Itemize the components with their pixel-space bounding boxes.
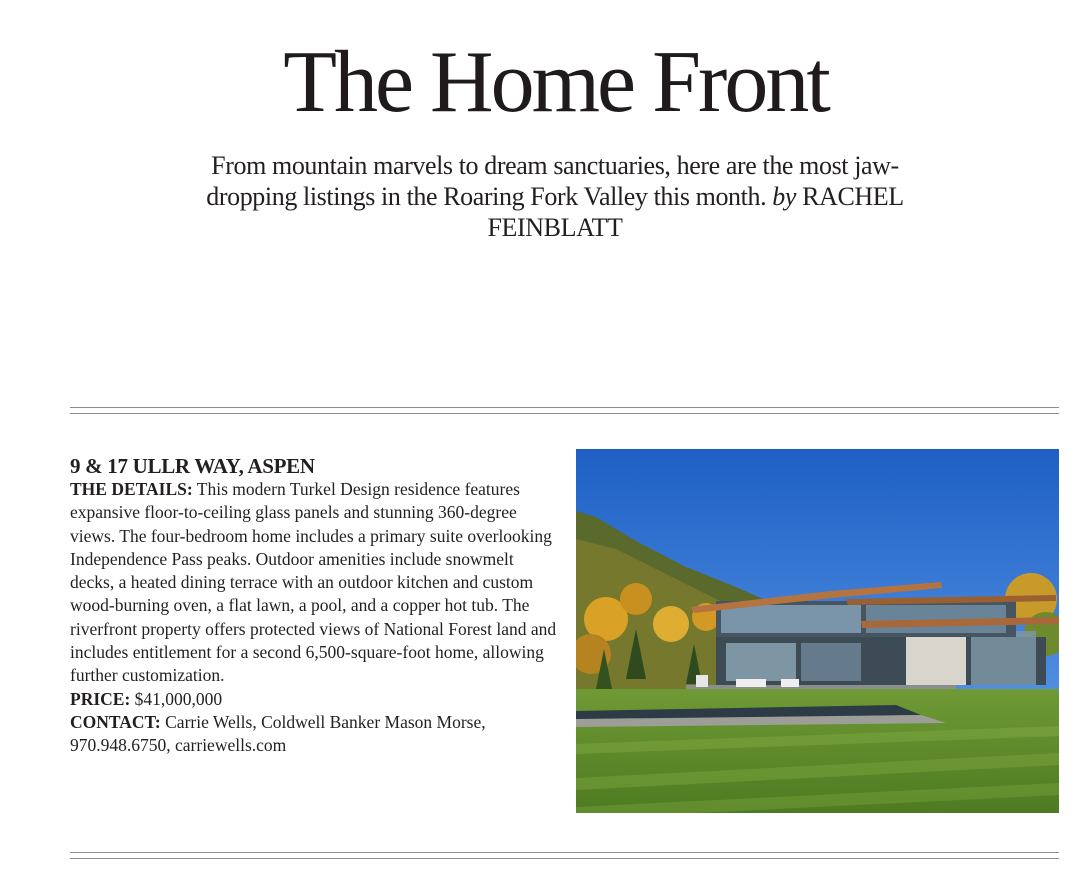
page-title: The Home Front bbox=[283, 34, 828, 131]
listing-photo bbox=[576, 449, 1059, 813]
byline-prefix: by bbox=[772, 182, 797, 211]
price-value: $41,000,000 bbox=[134, 688, 223, 709]
author-name: RACHEL FEINBLATT bbox=[487, 182, 904, 242]
house-photo-illustration bbox=[576, 449, 1059, 813]
price-line bbox=[70, 688, 560, 711]
details-text: This modern Turkel Design residence features expansive floor-to-ceiling glass panels and stunning 360-degree views. The four-bedroom home includes a primary suite overlooking Independence Pass peaks. Outdoor amenities include snowmelt decks, a heated dining terrace with an outdoor kitchen and custom wood-burning oven, a flat lawn, a pool, and a copper hot tub. The riverfront property offers protected views of National Forest land and includes entitlement for a second 6,500-square-foot home, allowing further customization. bbox=[70, 479, 557, 686]
article-dek bbox=[200, 150, 910, 243]
dek-text: From mountain marvels to dream sanctuaries, here are the most jaw-dropping listings in the Roaring Fork Valley this month. bbox=[206, 151, 899, 211]
listing-address: 9 & 17 ULLR WAY, ASPEN bbox=[70, 454, 315, 478]
contact-value: Carrie Wells, Coldwell Banker Mason Morse, 970.948.6750, carriewells.com bbox=[70, 711, 486, 756]
listing-details bbox=[70, 452, 560, 758]
price-label: PRICE: bbox=[70, 688, 131, 709]
details-label: THE DETAILS: bbox=[70, 479, 193, 499]
section-divider-top bbox=[70, 407, 1059, 414]
contact-line bbox=[70, 711, 560, 758]
details-paragraph bbox=[70, 478, 560, 688]
contact-label: CONTACT: bbox=[70, 711, 161, 732]
section-divider-bottom bbox=[70, 852, 1059, 859]
